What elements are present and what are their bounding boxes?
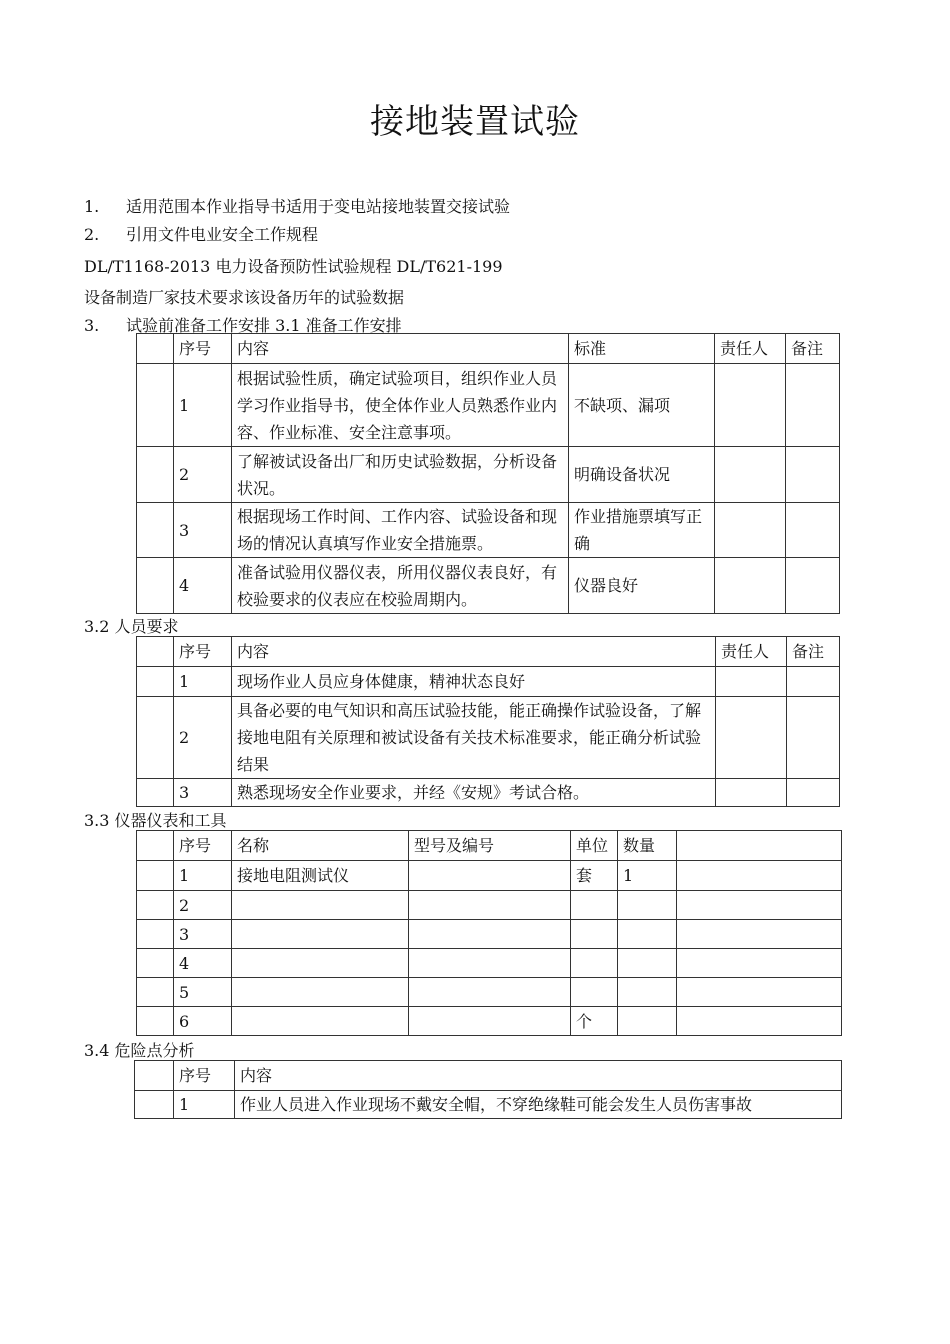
item-2 [84, 222, 318, 245]
standard-cell: 不缺项、漏项 [569, 364, 715, 447]
model-cell [409, 920, 571, 949]
table-row [137, 978, 842, 1007]
header-cell: 型号及编号 [409, 831, 571, 861]
name-cell [232, 920, 409, 949]
blank-cell [677, 1007, 842, 1036]
unit-cell [571, 891, 618, 920]
blank-cell [677, 949, 842, 978]
header-cell: 序号 [174, 1061, 235, 1091]
blank-cell [135, 1061, 174, 1091]
standard-cell: 作业措施票填写正确 [569, 503, 715, 558]
reference-line-1: DL/T1168-2013 电力设备预防性试验规程 DL/T621-199 [84, 257, 503, 276]
table-row [137, 667, 840, 697]
responsible-cell [716, 779, 787, 807]
blank-cell [135, 1091, 174, 1119]
name-cell [232, 1007, 409, 1036]
blank-cell [137, 697, 174, 779]
header-cell: 内容 [232, 334, 569, 364]
blank-cell [137, 334, 174, 364]
item-1 [84, 194, 510, 217]
blank-cell [137, 779, 174, 807]
table-row [135, 1091, 842, 1119]
row-number: 3 [174, 503, 232, 558]
name-cell [232, 978, 409, 1007]
instruments-table [136, 830, 842, 1036]
item-text: 试验前准备工作安排 3.1 准备工作安排 [126, 316, 402, 335]
content-cell [235, 1091, 842, 1119]
unit-cell: 个 [571, 1007, 618, 1036]
header-cell: 备注 [787, 637, 840, 667]
model-cell [409, 978, 571, 1007]
content-cell: 准备试验用仪器仪表，所用仪器仪表良好，有校验要求的仪表应在校验周期内。 [232, 558, 569, 614]
blank-cell [137, 637, 174, 667]
model-cell [409, 949, 571, 978]
header-cell: 数量 [618, 831, 677, 861]
responsible-cell [715, 447, 786, 503]
remark-cell [786, 558, 840, 614]
blank-cell [137, 949, 174, 978]
quantity-cell [618, 978, 677, 1007]
table-header-row [137, 334, 840, 364]
header-cell: 名称 [232, 831, 409, 861]
row-number: 6 [174, 1007, 232, 1036]
blank-cell [137, 891, 174, 920]
quantity-cell: 1 [618, 861, 677, 891]
table-row [137, 949, 842, 978]
section-3-3-heading: 3.3 仪器仪表和工具 [84, 811, 227, 830]
header-cell: 序号 [174, 637, 232, 667]
name-cell: 接地电阻测试仪 [232, 861, 409, 891]
blank-cell [137, 667, 174, 697]
blank-cell [137, 978, 174, 1007]
content-cell: 具备必要的电气知识和高压试验技能，能正确操作试验设备，了解接地电阻有关原理和被试设备有关技术标准要求，能正确分析试验结果 [232, 697, 716, 779]
unit-cell [571, 920, 618, 949]
blank-cell [137, 558, 174, 614]
remark-cell [787, 697, 840, 779]
table-row [137, 558, 840, 614]
header-cell: 单位 [571, 831, 618, 861]
header-cell: 标准 [569, 334, 715, 364]
unit-cell: 套 [571, 861, 618, 891]
row-number: 3 [174, 920, 232, 949]
quantity-cell [618, 1007, 677, 1036]
table-header-row [137, 637, 840, 667]
standard-cell: 明确设备状况 [569, 447, 715, 503]
content-cell: 根据试验性质，确定试验项目，组织作业人员学习作业指导书，使全体作业人员熟悉作业内容、作业标准、安全注意事项。 [232, 364, 569, 447]
table-row [137, 779, 840, 807]
header-cell: 责任人 [716, 637, 787, 667]
model-cell [409, 1007, 571, 1036]
remark-cell [786, 447, 840, 503]
reference-line-2: 设备制造厂家技术要求该设备历年的试验数据 [84, 288, 405, 307]
page-title: 接地装置试验 [370, 102, 580, 142]
header-cell: 序号 [174, 831, 232, 861]
unit-cell [571, 949, 618, 978]
content-cell: 熟悉现场安全作业要求，并经《安规》考试合格。 [232, 779, 716, 807]
blank-cell [137, 447, 174, 503]
blank-cell [137, 364, 174, 447]
quantity-cell [618, 949, 677, 978]
row-number: 2 [174, 697, 232, 779]
remark-cell [786, 364, 840, 447]
model-cell [409, 891, 571, 920]
table-row [137, 503, 840, 558]
responsible-cell [715, 503, 786, 558]
row-number: 4 [174, 558, 232, 614]
header-cell: 内容 [232, 637, 716, 667]
content-text: 作业人员进入作业现场不戴安全帽，不穿绝缘鞋可能会发生人员伤害事故 [240, 1095, 753, 1114]
blank-cell [137, 503, 174, 558]
model-cell [409, 861, 571, 891]
item-number: 3. [84, 316, 100, 335]
header-cell: 责任人 [715, 334, 786, 364]
blank-cell [677, 861, 842, 891]
item-number: 1. [84, 197, 100, 216]
responsible-cell [715, 364, 786, 447]
content-cell: 现场作业人员应身体健康，精神状态良好 [232, 667, 716, 697]
header-cell: 备注 [786, 334, 840, 364]
responsible-cell [715, 558, 786, 614]
header-cell: 序号 [174, 334, 232, 364]
row-number: 5 [174, 978, 232, 1007]
remark-cell [786, 503, 840, 558]
personnel-table [136, 636, 840, 807]
table-row [137, 697, 840, 779]
table-header-row [135, 1061, 842, 1091]
row-number: 1 [174, 667, 232, 697]
responsible-cell [716, 697, 787, 779]
hazard-table [134, 1060, 842, 1119]
blank-cell [137, 831, 174, 861]
remark-cell [787, 667, 840, 697]
table-row [137, 1007, 842, 1036]
unit-cell [571, 978, 618, 1007]
blank-cell [137, 861, 174, 891]
blank-cell [677, 891, 842, 920]
row-number: 1 [174, 1091, 235, 1119]
row-number: 2 [174, 891, 232, 920]
quantity-cell [618, 891, 677, 920]
blank-cell [137, 1007, 174, 1036]
table-row [137, 364, 840, 447]
row-number: 4 [174, 949, 232, 978]
blank-cell [677, 978, 842, 1007]
content-cell: 根据现场工作时间、工作内容、试验设备和现场的情况认真填写作业安全措施票。 [232, 503, 569, 558]
item-text: 引用文件电业安全工作规程 [126, 225, 319, 244]
row-number: 1 [174, 364, 232, 447]
row-number: 3 [174, 779, 232, 807]
item-text: 适用范围本作业指导书适用于变电站接地装置交接试验 [126, 197, 511, 216]
table-row [137, 891, 842, 920]
item-number: 2. [84, 225, 100, 244]
table-header-row [137, 831, 842, 861]
name-cell [232, 949, 409, 978]
standard-cell: 仪器良好 [569, 558, 715, 614]
blank-cell [677, 831, 842, 861]
blank-cell [137, 920, 174, 949]
table-row [137, 447, 840, 503]
header-cell: 内容 [235, 1061, 842, 1091]
responsible-cell [716, 667, 787, 697]
preparation-table [136, 333, 840, 614]
row-number: 1 [174, 861, 232, 891]
table-row [137, 920, 842, 949]
remark-cell [787, 779, 840, 807]
section-3-2-heading: 3.2 人员要求 [84, 617, 179, 636]
quantity-cell [618, 920, 677, 949]
name-cell [232, 891, 409, 920]
table-row [137, 861, 842, 891]
row-number: 2 [174, 447, 232, 503]
section-3-4-heading: 3.4 危险点分析 [84, 1041, 195, 1060]
blank-cell [677, 920, 842, 949]
content-cell: 了解被试设备出厂和历史试验数据，分析设备状况。 [232, 447, 569, 503]
